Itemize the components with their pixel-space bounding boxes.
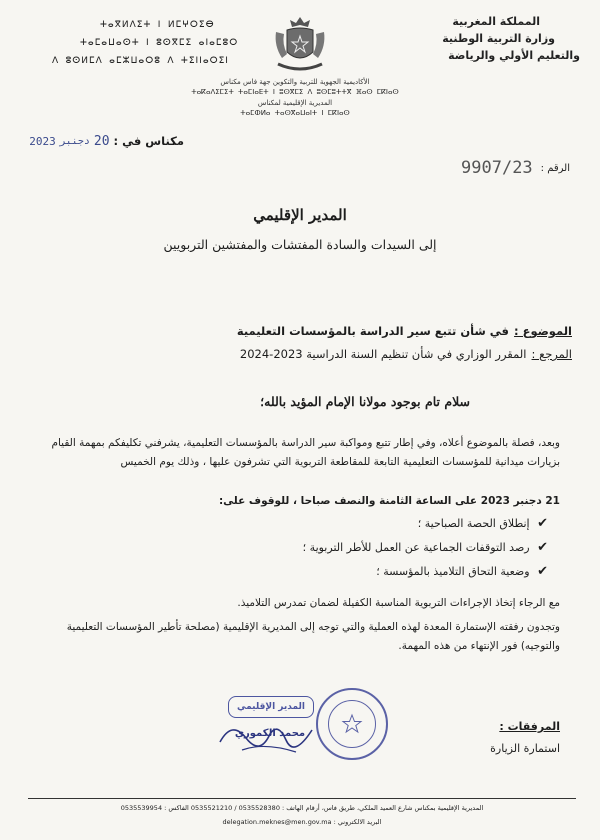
sender-title: المدير الإقليمي (253, 206, 347, 224)
header-directorate-arabic: المديرية الإقليمية لمكناس (257, 99, 333, 107)
body-paragraph-2: مع الرجاء إتخاذ الإجراءات التربوية المناسبة الكفيلة لضمان تمدرس التلاميذ. (237, 597, 560, 609)
header-arabic-line3: والتعليم الأولي والرياضة (448, 49, 580, 62)
checkmark-icon: ✔ (537, 564, 548, 579)
reference-label: الرقم : (540, 162, 570, 174)
header-tifinagh-line2: ⵜⴰⵎⴰⵡⴰⵙⵜ ⵏ ⵓⵙⴳⵎⵉ ⴰⵏⴰⵎⵓⵔ (80, 38, 239, 48)
reference-line (112, 343, 572, 362)
signature-title-stamp: المدير الإقليمي (228, 696, 314, 718)
subject-line (112, 320, 572, 339)
greeting: سلام تام بوجود مولانا الإمام المؤيد بالله؛ (260, 394, 470, 409)
footer-email: البريد الالكتروني : delegation.meknes@men.gov.ma (222, 818, 382, 826)
checklist-item: ✔ إنطلاق الحصة الصباحية ؛ (417, 516, 548, 531)
stamp-inner-ring (328, 700, 376, 748)
header-arabic-line1: المملكة المغربية (452, 15, 540, 28)
checkmark-icon: ✔ (537, 540, 548, 555)
checkmark-icon: ✔ (537, 516, 548, 531)
date-month: دجنبر (59, 135, 90, 147)
subject-label: الموضوع : (514, 324, 572, 338)
footer-address: المديرية الإقليمية بمكناس شارع العميد الملكي، طريق فاس، أرقام الهاتف : 0535528380 / 0535521210 الفاكس : 0535539954 (120, 804, 484, 812)
recipients: إلى السيدات والسادة المفتشات والمفتشين التربويين (163, 237, 437, 252)
signatory-name: محمد الكموري (234, 728, 306, 739)
reference-line-label: المرجع : (531, 347, 572, 361)
body-paragraph-3: وتجدون رفقته الإستمارة المعدة لهذه العملية والتي توجه إلى المديرية الإقليمية (مصلحة تأطير المؤسسات التعليمية والتوجيه) فور الإنتهاء من هذه المهمة. (66, 621, 560, 652)
attachments-item: استمارة الزيارة (490, 742, 560, 755)
date-year: 2023 (29, 134, 56, 148)
header-tifinagh-line3: ⴷ ⵓⵙⵍⵎⴷ ⴰⵎⵣⵡⴰⵔⵓ ⴷ ⵜⵉⵏⵏⴰⵔⵉⵏ (52, 56, 229, 66)
official-round-stamp (316, 688, 388, 760)
date-day: 20 (93, 133, 110, 149)
checklist (188, 516, 548, 588)
stamp-star-icon (341, 713, 363, 735)
moroccan-coat-of-arms-icon (270, 14, 330, 76)
reference-value: 9907/23 (461, 158, 533, 178)
header-academy-arabic: الأكاديمية الجهوية للتربية والتكوين جهة فاس مكناس (220, 78, 370, 86)
footer-divider (28, 798, 576, 799)
place-date (24, 130, 184, 152)
header-arabic-line2: وزارة التربية الوطنية (442, 32, 555, 45)
place-date-label: مكناس في : (113, 134, 184, 148)
checklist-item: ✔ رصد التوقفات الجماعية عن العمل للأطر التربوية ؛ (302, 540, 548, 555)
attachments-label: المرفقات : (499, 720, 560, 733)
header-academy-tifinagh: ⵜⴰⴽⴰⴷⵉⵎⵉⵜ ⵜⴰⵎⵏⴰⴹⵜ ⵏ ⵓⵙⴳⵎⵉ ⴷ ⵓⵙⵎⵓⵜⵜⴳ ⴼⴰⵙ ⵎⴽⵏⴰⵙ (191, 88, 399, 96)
checklist-item: ✔ وضعية التحاق التلاميذ بالمؤسسة ؛ (376, 564, 548, 579)
header-directorate-tifinagh: ⵜⴰⵎⵀⵍⴰ ⵜⴰⵙⴳⴰⵡⴰⵏⵜ ⵏ ⵎⴽⵏⴰⵙ (240, 109, 350, 117)
body-paragraph-1: وبعد، فصلة بالموضوع أعلاه، وفي إطار تتبع ومواكبة سير الدراسة بالمؤسسات التعليمية، يشرفني تكليفكم بمهمة القيام بزيارات ميدانية للمؤسسات التعليمية التابعة للمقاطعة التربوية التي تشرفون عليها ، وذلك يوم الخميس (51, 437, 560, 468)
subject-text: في شأن تتبع سير الدراسة بالمؤسسات التعليمية (236, 324, 509, 338)
body-paragraph-1-continued: 21 دجنبر 2023 على الساعة الثامنة والنصف صباحا ، للوقوف على: (218, 495, 560, 507)
reference-number (461, 158, 570, 178)
header-tifinagh-line1: ⵜⴰⴳⵍⴷⵉⵜ ⵏ ⵍⵎⵖⵔⵉⴱ (100, 20, 215, 30)
reference-line-text: المقرر الوزاري في شأن تنظيم السنة الدراسية 2023-2024 (239, 347, 527, 361)
